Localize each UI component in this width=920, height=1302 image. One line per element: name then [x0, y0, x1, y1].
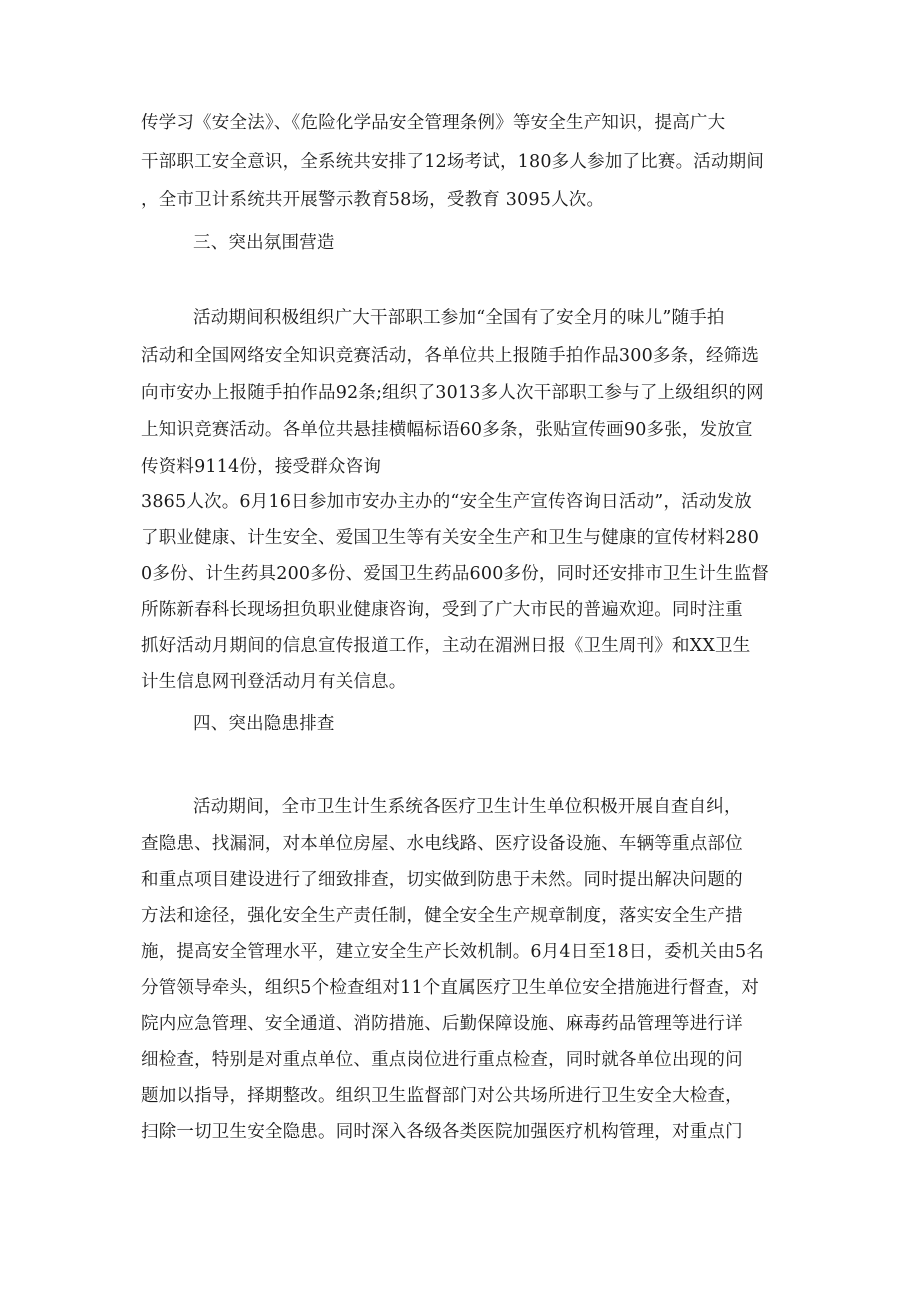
- paragraph-line: 传资料9114份，接受群众咨询: [141, 457, 382, 477]
- paragraph-line: 抓好活动月期间的信息宣传报道工作，主动在湄洲日报《卫生周刊》和XX卫生: [141, 636, 751, 656]
- paragraph-line: 了职业健康、计生安全、爱国卫生等有关安全生产和卫生与健康的宣传材料280: [141, 528, 760, 548]
- paragraph-line: 计生信息网刊登活动月有关信息。: [141, 672, 407, 692]
- section-heading: 四、突出隐患排查: [193, 714, 335, 734]
- paragraph-line: 上知识竞赛活动。各单位共悬挂横幅标语60多条，张贴宣传画90多张，发放宣: [141, 420, 753, 440]
- paragraph-line: 查隐患、找漏洞，对本单位房屋、水电线路、医疗设备设施、车辆等重点部位: [141, 834, 743, 854]
- paragraph-line: 干部职工安全意识，全系统共安排了12场考试，180多人参加了比赛。活动期间: [141, 152, 765, 172]
- paragraph-line: 施，提高安全管理水平，建立安全生产长效机制。6月4日至18日，委机关由5名: [141, 942, 765, 962]
- paragraph-line: 方法和途径，强化安全生产责任制，健全安全生产规章制度，落实安全生产措: [141, 906, 743, 926]
- paragraph-line: 分管领导牵头，组织5个检查组对11个直属医疗卫生单位安全措施进行督查，对: [141, 978, 760, 998]
- paragraph-line: 0多份、计生药具200多份、爱国卫生药品600多份，同时还安排市卫生计生监督: [141, 564, 770, 584]
- paragraph-line: 活动期间，全市卫生计生系统各医疗卫生计生单位积极开展自查自纠，: [193, 797, 742, 817]
- paragraph-line: 院内应急管理、安全通道、消防措施、后勤保障设施、麻毒药品管理等进行详: [141, 1014, 743, 1034]
- paragraph-line: 传学习《安全法》、《危险化学品安全管理条例》等安全生产知识，提高广大: [141, 113, 726, 133]
- paragraph-line: ，全市卫计系统共开展警示教育58场，受教育 3095人次。: [141, 190, 605, 210]
- paragraph-line: 活动和全国网络安全知识竞赛活动，各单位共上报随手拍作品300多条，经筛选: [141, 346, 760, 366]
- paragraph-line: 题加以指导，择期整改。组织卫生监督部门对公共场所进行卫生安全大检查，: [141, 1086, 743, 1106]
- paragraph-line: 和重点项目建设进行了细致排查，切实做到防患于未然。同时提出解决问题的: [141, 870, 743, 890]
- paragraph-line: 细检查，特别是对重点单位、重点岗位进行重点检查，同时就各单位出现的问: [141, 1050, 743, 1070]
- section-heading: 三、突出氛围营造: [193, 233, 335, 253]
- paragraph-line: 所陈新春科长现场担负职业健康咨询，受到了广大市民的普遍欢迎。同时注重: [141, 600, 743, 620]
- paragraph-line: 向市安办上报随手拍作品92条;组织了3013多人次干部职工参与了上级组织的网: [141, 383, 764, 403]
- paragraph-line: 3865人次。6月16日参加市安办主办的“安全生产宣传咨询日活动”，活动发放: [141, 492, 752, 512]
- paragraph-line: 活动期间积极组织广大干部职工参加“全国有了安全月的味儿”随手拍: [193, 308, 725, 328]
- paragraph-line: 扫除一切卫生安全隐患。同时深入各级各类医院加强医疗机构管理，对重点门: [141, 1122, 743, 1142]
